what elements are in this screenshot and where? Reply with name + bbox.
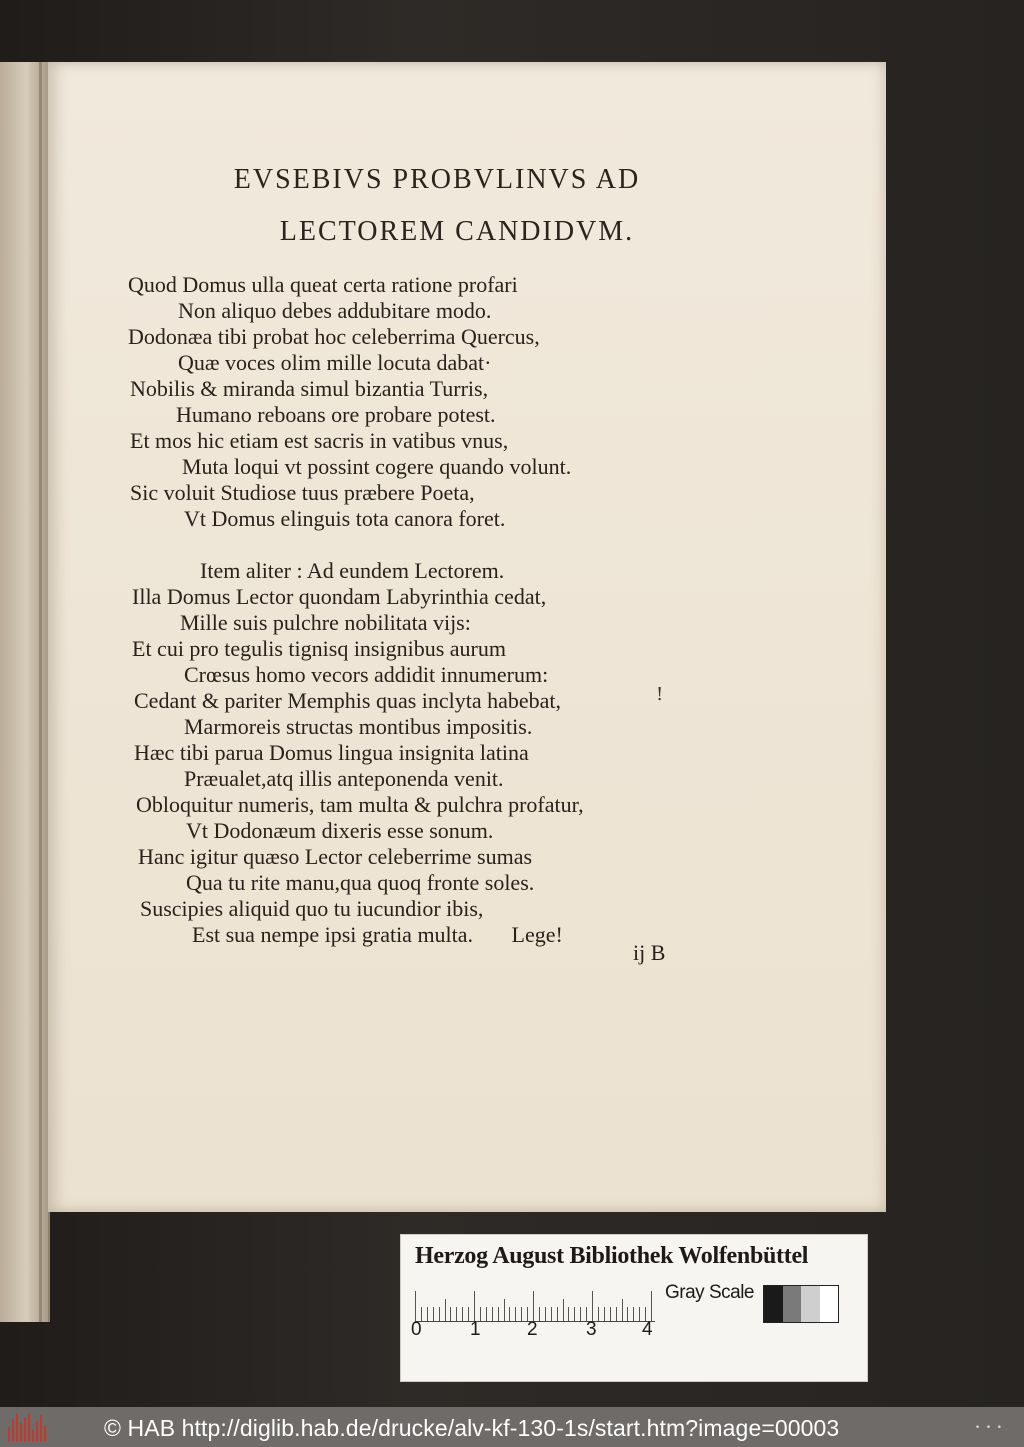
ruler-tick [492,1307,493,1321]
poem-line: Muta loqui vt possint cogere quando volunt. [182,454,572,479]
logo-bar [12,1419,14,1441]
gray-swatch [764,1286,783,1322]
ruler-tick [533,1291,534,1321]
previous-page-edge [0,62,50,1322]
logo-bar [16,1413,18,1441]
signature-mark: ij B [633,940,666,965]
ruler-tick [574,1307,575,1321]
ruler-tick [539,1307,540,1321]
ruler-tick [521,1307,522,1321]
ruler-tick [450,1307,451,1321]
ruler-tick [551,1307,552,1321]
ruler-number: 1 [470,1319,481,1340]
ruler-tick [563,1299,564,1321]
ruler-tick [456,1307,457,1321]
poem-line: Quod Domus ulla queat certa ratione profari [128,272,518,297]
gray-scale-label: Gray Scale [665,1282,754,1303]
ruler-tick [592,1291,593,1321]
ruler-tick [498,1307,499,1321]
poem-line: Non aliquo debes addubitare modo. [178,298,492,323]
gray-swatch [820,1286,839,1322]
poem-line: Præualet,atq illis anteponenda venit. [184,766,504,791]
ruler-tick [445,1299,446,1321]
logo-bar [40,1415,42,1441]
poem-line: Marmoreis structas montibus impositis. [184,714,533,739]
poem-line: Crœsus homo vecors addidit innumerum: [184,662,549,687]
logo-bar [32,1429,34,1441]
poem-line: Humano reboans ore probare potest. [176,402,496,427]
scale-ruler [415,1287,655,1322]
gray-scale-swatches [763,1285,839,1323]
poem-line: Mille suis pulchre nobilitata vijs: [180,610,471,635]
ruler-tick [580,1307,581,1321]
ruler-tick [462,1307,463,1321]
poem-line: Cedant & pariter Memphis quas inclyta habebat, [134,688,562,713]
ruler-number: 2 [527,1319,538,1340]
ruler-tick [468,1307,469,1321]
ruler-tick [515,1307,516,1321]
poem-line: Obloquitur numeris, tam multa & pulchra profatur, [136,792,584,817]
poem-line: Hæc tibi parua Domus lingua insignita latina [134,740,529,765]
gray-swatch [801,1286,820,1322]
poem-line: Sic voluit Studiose tuus præbere Poeta, [130,480,475,505]
poem-line: Vt Domus elinguis tota canora foret. [184,506,506,531]
logo-bar [28,1413,30,1441]
ruler-tick [557,1307,558,1321]
ruler-tick [598,1307,599,1321]
ruler-tick [504,1299,505,1321]
ruler-number: 3 [586,1319,597,1340]
ruler-tick [627,1307,628,1321]
ruler-tick [509,1307,510,1321]
ruler-tick [610,1307,611,1321]
ruler-tick [545,1307,546,1321]
ruler-tick [568,1307,569,1321]
ruler-number: 4 [642,1319,653,1340]
ruler-tick [616,1307,617,1321]
margin-mark: ! [656,684,664,705]
footer-url[interactable]: © HAB http://diglib.hab.de/drucke/alv-kf-130-1s/start.htm?image=00003 [104,1415,840,1441]
ruler-tick [604,1307,605,1321]
footer-dots-icon: • • • [974,1423,1002,1433]
ruler-tick [639,1307,640,1321]
library-label [400,1234,868,1382]
poem-line: Suscipies aliquid quo tu iucundior ibis, [140,896,484,921]
poem-line: Est sua nempe ipsi gratia multa. Lege! [192,922,563,947]
poem-line: Hanc igitur quæso Lector celeberrime sumas [138,844,533,869]
ruler-tick [651,1291,652,1321]
logo-bar [20,1423,22,1441]
logo-bar [44,1425,46,1441]
ruler-number: 0 [411,1319,422,1340]
poem-line: Quæ voces olim mille locuta dabat· [178,350,492,375]
logo-bar [24,1417,26,1441]
book-page [48,62,886,1212]
poem-line: Vt Dodonæum dixeris esse sonum. [186,818,494,843]
ruler-tick [415,1291,416,1321]
ruler-tick [427,1307,428,1321]
poem-line: Et mos hic etiam est sacris in vatibus vnus, [130,428,509,453]
page-heading-line-1: EVSEBIVS PROBVLINVS AD [233,164,641,195]
ruler-tick [439,1307,440,1321]
poem-line: Dodonæa tibi probat hoc celeberrima Quercus, [128,324,540,349]
gray-swatch [783,1286,802,1322]
poem-subtitle: Item aliter : Ad eundem Lectorem. [200,558,505,583]
poem-line: Qua tu rite manu,qua quoq fronte soles. [186,870,535,895]
ruler-tick [433,1307,434,1321]
ruler-tick [633,1307,634,1321]
hab-logo-icon [8,1413,46,1441]
logo-bar [36,1421,38,1441]
ruler-tick [486,1307,487,1321]
ruler-tick [622,1299,623,1321]
library-name: Herzog August Bibliothek Wolfenbüttel [415,1243,809,1269]
poem-line: Et cui pro tegulis tignisq insignibus aurum [132,636,506,661]
page-heading-line-2: LECTOREM CANDIDVM. [279,216,635,247]
ruler-tick [474,1291,475,1321]
poem-line: Nobilis & miranda simul bizantia Turris, [130,376,489,401]
poem-line: Illa Domus Lector quondam Labyrinthia cedat, [132,584,547,609]
footer-bar [0,1407,1024,1447]
logo-bar [8,1427,10,1441]
